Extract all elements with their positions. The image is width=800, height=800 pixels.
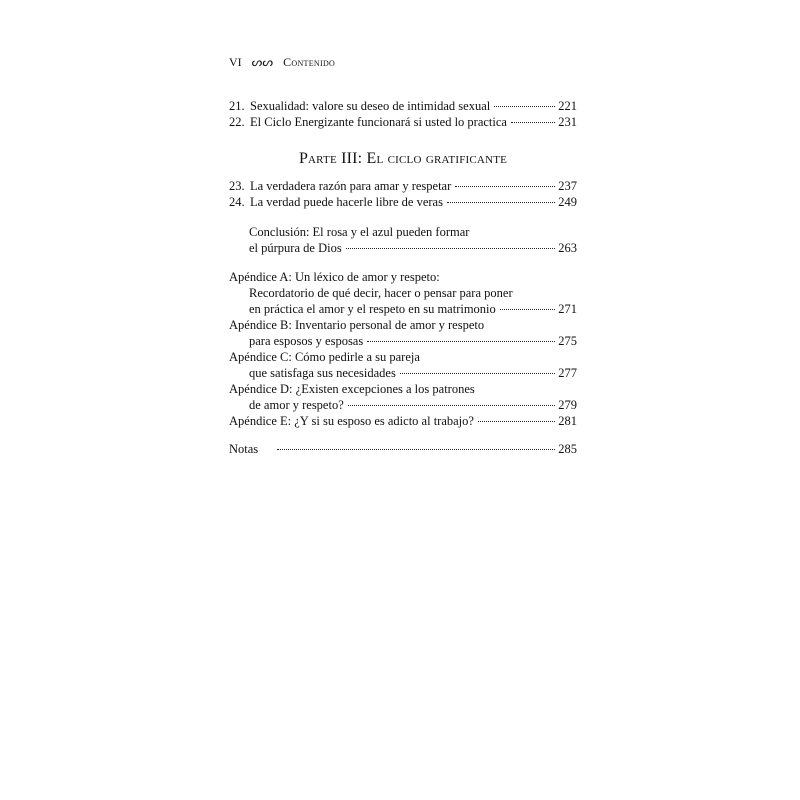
page-header	[229, 55, 335, 70]
part-title: Parte III: El ciclo gratificante	[298, 150, 508, 167]
toc-entry-label: Apéndice E: ¿Y si su esposo es adicto al trabajo?	[229, 414, 474, 428]
toc-entry-label: La verdad puede hacerle libre de veras	[250, 195, 443, 209]
dot-leader	[494, 96, 555, 107]
dot-leader	[478, 411, 555, 422]
toc-entry	[229, 413, 577, 429]
toc-block-2	[229, 178, 577, 210]
toc-entry	[229, 240, 577, 256]
appendix-line: Apéndice C: Cómo pedirle a su pareja	[229, 350, 420, 364]
toc-entry-page: 221	[558, 99, 577, 113]
toc-entry: 24. La verdad puede hacerle libre de veras 249	[229, 194, 577, 210]
toc-entry-page: 281	[558, 414, 577, 428]
dot-leader	[447, 192, 555, 203]
dot-leader	[367, 331, 555, 342]
toc-entry-label: Sexualidad: valore su deseo de intimidad sexual	[250, 99, 491, 113]
dot-leader	[346, 238, 555, 249]
page-number: VI	[229, 55, 242, 69]
toc-entry: 22. El Ciclo Energizante funcionará si usted lo practica 231	[229, 114, 577, 130]
toc-entry-label: La verdadera razón para amar y respetar	[250, 179, 452, 193]
toc-entry-page: 237	[558, 179, 577, 193]
appendix-line: Recordatorio de qué decir, hacer o pensar para poner	[249, 286, 513, 300]
toc-entry-label: El Ciclo Energizante funcionará si usted lo practica	[250, 115, 507, 129]
toc-entry	[229, 301, 577, 317]
toc-entry-label: para esposos y esposas	[249, 334, 364, 348]
toc-entry-page: 271	[558, 302, 577, 316]
toc-entry-label: el púrpura de Dios	[249, 241, 342, 255]
appendix-line: Apéndice D: ¿Existen excepciones a los patrones	[229, 382, 475, 396]
toc-entry-page: 249	[558, 195, 577, 209]
toc-notes	[229, 441, 577, 457]
ornament-icon: ᔕᔕ	[251, 55, 274, 69]
toc-entry-label: en práctica el amor y el respeto en su matrimonio	[249, 302, 496, 316]
dot-leader	[348, 395, 555, 406]
toc-entry-label: de amor y respeto?	[249, 398, 344, 412]
conclusion-line: Conclusión: El rosa y el azul pueden formar	[249, 225, 470, 239]
appendix-line: Apéndice B: Inventario personal de amor y respeto	[229, 318, 485, 332]
toc-entry	[229, 333, 577, 349]
toc-entry-page: 285	[558, 442, 577, 456]
dot-leader	[455, 176, 555, 187]
toc-entry-page: 263	[558, 241, 577, 255]
toc-entry	[229, 365, 577, 381]
dot-leader	[500, 299, 555, 310]
dot-leader	[400, 363, 555, 374]
toc-entry-label: Notas	[229, 442, 259, 456]
section-title: Contenido	[283, 55, 336, 69]
dot-leader	[511, 112, 555, 123]
toc-entry: 21. Sexualidad: valore su deseo de intimidad sexual 221	[229, 98, 577, 114]
toc-entry-page: 277	[558, 366, 577, 380]
toc-entry-page: 275	[558, 334, 577, 348]
appendix-line: Apéndice A: Un léxico de amor y respeto:	[229, 270, 440, 284]
toc-conclusion	[229, 224, 577, 256]
toc-entry-label: que satisfaga sus necesidades	[249, 366, 396, 380]
toc-block-1	[229, 98, 577, 130]
toc-entry: 23. La verdadera razón para amar y respetar 237	[229, 178, 577, 194]
toc-appendices	[229, 269, 577, 429]
toc-entry-page: 231	[558, 115, 577, 129]
dot-leader	[277, 439, 555, 450]
toc-entry-page: 279	[558, 398, 577, 412]
toc-entry	[229, 441, 577, 457]
